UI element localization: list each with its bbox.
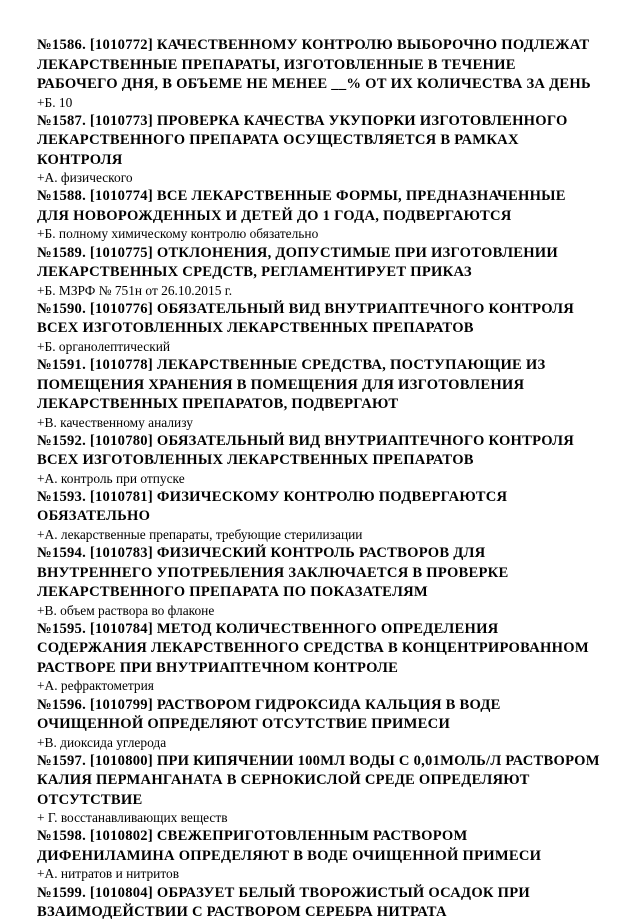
answer-1590: +Б. органолептический (37, 338, 171, 354)
question-1596: №1596. [1010799] РАСТВОРОМ ГИДРОКСИДА КАЛЬЦИЯ В ВОДЕ ОЧИЩЕННОЙ ОПРЕДЕЛЯЮТ ОТСУТСТВИЕ ПРИМЕСИ (37, 696, 501, 733)
answer-1591: +В. качественному анализу (37, 414, 193, 430)
answer-1594: +В. объем раствора во флаконе (37, 602, 215, 618)
answer-1597: + Г. восстанавливающих веществ (37, 810, 228, 826)
question-1595: №1595. [1010784] МЕТОД КОЛИЧЕСТВЕННОГО ОПРЕДЕЛЕНИЯ СОДЕРЖАНИЯ ЛЕКАРСТВЕННОГО СРЕДСТВА В КОНЦЕНТРИРОВАННОМ РАСТВОРЕ ПРИ ВНУТРИАПТЕЧНОМ КОНТРОЛЕ (37, 620, 589, 676)
question-1588: №1588. [1010774] ВСЕ ЛЕКАРСТВЕННЫЕ ФОРМЫ, ПРЕДНАЗНАЧЕННЫЕ ДЛЯ НОВОРОЖДЕННЫХ И ДЕТЕЙ ДО 1 ГОДА, ПОДВЕРГАЮТСЯ (37, 188, 566, 224)
answer-1598: +А. нитратов и нитритов (37, 866, 180, 882)
answer-1595: +А. рефрактометрия (37, 678, 154, 694)
question-1594: №1594. [1010783] ФИЗИЧЕСКИЙ КОНТРОЛЬ РАСТВОРОВ ДЛЯ ВНУТРЕННЕГО УПОТРЕБЛЕНИЯ ЗАКЛЮЧАЕТСЯ В ПРОВЕРКЕ ЛЕКАРСТВЕННОГО ПРЕПАРАТА ПО ПОКАЗАТЕЛЯМ (37, 545, 509, 601)
answer-1596: +В. диоксида углерода (37, 734, 167, 750)
question-1589: №1589. [1010775] ОТКЛОНЕНИЯ, ДОПУСТИМЫЕ ПРИ ИЗГОТОВЛЕНИИ ЛЕКАРСТВЕННЫХ СРЕДСТВ, РЕГЛАМЕНТИРУЕТ ПРИКАЗ (37, 244, 559, 281)
question-1586: №1586. [1010772] КАЧЕСТВЕННОМУ КОНТРОЛЮ ВЫБОРОЧНО ПОДЛЕЖАТ ЛЕКАРСТВЕННЫЕ ПРЕПАРАТЫ, ИЗГОТОВЛЕННЫЕ В ТЕЧЕНИЕ РАБОЧЕГО ДНЯ, В ОБЪЕМЕ НЕ МЕНЕЕ __% ОТ ИХ КОЛИЧЕСТВА ЗА ДЕНЬ (37, 37, 591, 92)
answer-1592: +А. контроль при отпуске (37, 470, 185, 486)
question-1599: №1599. [1010804] ОБРАЗУЕТ БЕЛЫЙ ТВОРОЖИСТЫЙ ОСАДОК ПРИ ВЗАИМОДЕЙСТВИИ С РАСТВОРОМ СЕРЕБРА НИТРАТА (37, 884, 531, 921)
answer-1586: +Б. 10 (37, 94, 73, 110)
question-1593: №1593. [1010781] ФИЗИЧЕСКОМУ КОНТРОЛЮ ПОДВЕРГАЮТСЯ ОБЯЗАТЕЛЬНО (37, 488, 508, 525)
answer-1587: +А. физического (37, 170, 133, 186)
question-1597: №1597. [1010800] ПРИ КИПЯЧЕНИИ 100МЛ ВОДЫ С 0,01МОЛЬ/Л РАСТВОРОМ КАЛИЯ ПЕРМАНГАНАТА В СЕРНОКИСЛОЙ СРЕДЕ ОПРЕДЕЛЯЮТ ОТСУТСТВИЕ (37, 752, 600, 808)
question-1590: №1590. [1010776] ОБЯЗАТЕЛЬНЫЙ ВИД ВНУТРИАПТЕЧНОГО КОНТРОЛЯ ВСЕХ ИЗГОТОВЛЕННЫХ ЛЕКАРСТВЕННЫХ ПРЕПАРАТОВ (37, 300, 575, 337)
question-1587: №1587. [1010773] ПРОВЕРКА КАЧЕСТВА УКУПОРКИ ИЗГОТОВЛЕННОГО ЛЕКАРСТВЕННОГО ПРЕПАРАТА ОСУЩЕСТВЛЯЕТСЯ В РАМКАХ КОНТРОЛЯ (37, 112, 568, 168)
question-1598: №1598. [1010802] СВЕЖЕПРИГОТОВЛЕННЫМ РАСТВОРОМ ДИФЕНИЛАМИНА ОПРЕДЕЛЯЮТ В ВОДЕ ОЧИЩЕННОЙ ПРИМЕСИ (37, 828, 542, 864)
question-1591: №1591. [1010778] ЛЕКАРСТВЕННЫЕ СРЕДСТВА, ПОСТУПАЮЩИЕ ИЗ ПОМЕЩЕНИЯ ХРАНЕНИЯ В ПОМЕЩЕНИЯ ДЛЯ ИЗГОТОВЛЕНИЯ ЛЕКАРСТВЕННЫХ ПРЕПАРАТОВ, ПОДВЕРГАЮТ (37, 357, 546, 413)
answer-1588: +Б. полному химическому контролю обязательно (37, 226, 319, 242)
answer-1593: +А. лекарственные препараты, требующие стерилизации (37, 526, 363, 542)
answer-1589: +Б. МЗРФ № 751н от 26.10.2015 г. (37, 282, 233, 298)
question-1592: №1592. [1010780] ОБЯЗАТЕЛЬНЫЙ ВИД ВНУТРИАПТЕЧНОГО КОНТРОЛЯ ВСЕХ ИЗГОТОВЛЕННЫХ ЛЕКАРСТВЕННЫХ ПРЕПАРАТОВ (37, 432, 575, 469)
